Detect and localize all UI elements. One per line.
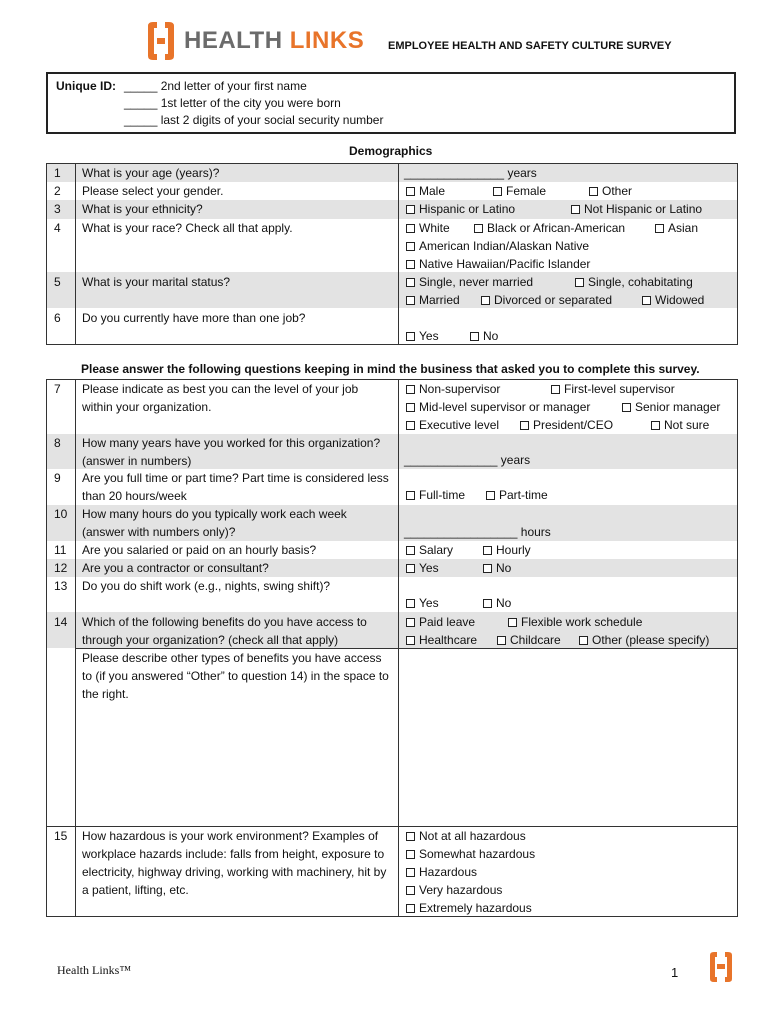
hazard-option-hazardous[interactable]: Hazardous [406,863,477,881]
footer-brand: Health Links™ [57,963,132,977]
checkbox-icon [486,491,495,500]
checkbox-icon [406,332,415,341]
job-level-option-president[interactable]: President/CEO [520,416,613,434]
question-number: 11 [54,543,67,557]
checkbox-icon [474,224,483,233]
checkbox-icon [575,278,584,287]
survey-title: EMPLOYEE HEALTH AND SAFETY CULTURE SURVEY [388,40,672,52]
checkbox-icon [571,205,580,214]
hazard-option-not-at-all[interactable]: Not at all hazardous [406,827,526,845]
checkbox-icon [406,599,415,608]
checkbox-icon [551,385,560,394]
race-option-white[interactable]: White [406,219,450,237]
checkbox-icon [406,491,415,500]
question-number: 7 [54,382,61,396]
checkbox-icon [651,421,660,430]
question-text: What is your marital status? [82,275,231,289]
checkbox-icon [622,403,631,412]
question-row-7 [46,380,738,434]
question-row-14 [46,612,738,648]
question-row-4 [46,219,738,272]
checkbox-icon [642,296,651,305]
checkbox-icon [406,278,415,287]
question-text: Do you do shift work (e.g., nights, swing shift)? [82,579,331,593]
row-divider [75,648,738,649]
checkbox-icon [406,421,415,430]
gender-option-female[interactable]: Female [493,182,546,200]
years-worked-input[interactable]: ______________ years [404,453,531,467]
pay-option-hourly[interactable]: Hourly [483,541,531,559]
unique-id-label: Unique ID: [56,79,116,93]
question-number: 3 [54,202,61,216]
checkbox-icon [406,205,415,214]
table-border-left [46,163,47,344]
question-number: 13 [54,579,68,593]
multiple-jobs-option-no[interactable]: No [470,327,498,345]
benefit-option-healthcare[interactable]: Healthcare [406,631,477,649]
question-row-15 [46,827,738,916]
employment-option-part-time[interactable]: Part-time [486,486,548,504]
checkbox-icon [508,618,517,627]
table-border-right [737,163,738,344]
brand-health-text: HEALTH [184,27,283,54]
question-row-14b [46,648,738,826]
checkbox-icon [406,636,415,645]
checkbox-icon [406,296,415,305]
shift-work-option-yes[interactable]: Yes [406,594,439,612]
question-text: How hazardous is your work environment? Examples of workplace hazards include: falls from height, exposure to electricity, highway driving, working with machinery, hit by a patient, lifting, etc. [82,829,387,897]
checkbox-icon [406,886,415,895]
marital-option-divorced[interactable]: Divorced or separated [481,291,612,309]
health-links-logo-icon [144,20,178,62]
question-number: 12 [54,561,68,575]
job-level-option-not-sure[interactable]: Not sure [651,416,709,434]
question-row-11 [46,541,738,559]
question-text: Are you salaried or paid on an hourly basis? [82,543,317,557]
marital-option-single-never[interactable]: Single, never married [406,273,533,291]
question-number: 15 [54,829,68,843]
unique-id-line-3[interactable]: _____ last 2 digits of your social security number [124,113,384,127]
table-divider [398,379,399,917]
checkbox-icon [655,224,664,233]
question-text: How many years have you worked for this organization? (answer in numbers) [82,436,381,468]
checkbox-icon [493,187,502,196]
ethnicity-option-not-hispanic[interactable]: Not Hispanic or Latino [571,200,702,218]
health-links-logo [144,20,364,62]
table-border-bottom [46,344,738,345]
ethnicity-option-hispanic[interactable]: Hispanic or Latino [406,200,515,218]
question-number: 4 [54,221,61,235]
checkbox-icon [406,618,415,627]
multiple-jobs-option-yes[interactable]: Yes [406,327,439,345]
question-number: 6 [54,311,61,325]
checkbox-icon [406,187,415,196]
checkbox-icon [589,187,598,196]
page-number: 1 [671,965,679,980]
question-number: 2 [54,184,61,198]
employment-option-full-time[interactable]: Full-time [406,486,465,504]
contractor-option-no[interactable]: No [483,559,511,577]
checkbox-icon [406,904,415,913]
question-row-3 [46,200,738,219]
job-level-option-senior-manager[interactable]: Senior manager [622,398,720,416]
question-row-5 [46,272,738,308]
race-option-black[interactable]: Black or African-American [474,219,625,237]
job-level-option-first-level[interactable]: First-level supervisor [551,380,675,398]
question-text: How many hours do you typically work each week (answer with numbers only)? [82,507,347,539]
table-divider [398,163,399,344]
question-text: Are you full time or part time? Part time is considered less than 20 hours/week [82,471,389,503]
checkbox-icon [481,296,490,305]
marital-option-married[interactable]: Married [406,291,460,309]
checkbox-icon [406,242,415,251]
question-number: 8 [54,436,61,450]
benefit-option-other[interactable]: Other (please specify) [579,631,709,649]
checkbox-icon [579,636,588,645]
hazard-option-very[interactable]: Very hazardous [406,881,502,899]
checkbox-icon [406,260,415,269]
checkbox-icon [406,546,415,555]
checkbox-icon [406,850,415,859]
pay-option-salary[interactable]: Salary [406,541,453,559]
checkbox-icon [497,636,506,645]
question-number: 5 [54,275,61,289]
demographics-title: Demographics [349,144,433,158]
question-row-8 [46,434,738,469]
checkbox-icon [483,546,492,555]
table-divider [75,163,76,344]
question-text: Which of the following benefits do you have access to through your organization? (check all that apply) [82,615,367,647]
checkbox-icon [520,421,529,430]
gender-option-other[interactable]: Other [589,182,632,200]
question-text: What is your ethnicity? [82,202,203,216]
business-section-title: Please answer the following questions keeping in mind the business that asked you to complete this survey. [81,362,700,376]
question-text: Please describe other types of benefits you have access to (if you answered “Other” to question 14) in the space to the right. [82,651,389,701]
question-row-1 [46,164,738,182]
table-border-bottom [46,916,738,917]
age-input[interactable]: _______________ years [404,166,537,180]
benefit-option-paid-leave[interactable]: Paid leave [406,613,475,631]
benefit-option-flexible-schedule[interactable]: Flexible work schedule [508,613,642,631]
hazard-option-somewhat[interactable]: Somewhat hazardous [406,845,535,863]
question-text: What is your race? Check all that apply. [82,221,293,235]
other-benefits-textarea[interactable] [399,649,737,825]
contractor-option-yes[interactable]: Yes [406,559,439,577]
race-option-asian[interactable]: Asian [655,219,698,237]
table-border-left [46,379,47,917]
unique-id-line-2[interactable]: _____ 1st letter of the city you were born [124,96,341,110]
checkbox-icon [406,403,415,412]
race-option-american-indian[interactable]: American Indian/Alaskan Native [406,237,589,255]
question-text: Do you currently have more than one job? [82,311,306,325]
brand-links-text: LINKS [289,27,365,54]
question-row-12 [46,559,738,577]
benefit-option-childcare[interactable]: Childcare [497,631,561,649]
checkbox-icon [406,224,415,233]
checkbox-icon [406,385,415,394]
unique-id-box [46,72,736,134]
unique-id-line-1[interactable]: _____ 2nd letter of your first name [124,79,307,93]
checkbox-icon [406,564,415,573]
question-row-10 [46,505,738,541]
question-text: Please select your gender. [82,184,224,198]
question-row-2 [46,182,738,200]
hours-per-week-input[interactable]: _________________ hours [404,525,551,539]
health-links-footer-icon [707,950,735,984]
marital-option-widowed[interactable]: Widowed [642,291,704,309]
marital-option-single-cohabitating[interactable]: Single, cohabitating [575,273,693,291]
checkbox-icon [406,868,415,877]
question-text: Please indicate as best you can the level of your job within your organization. [82,382,359,414]
question-number: 9 [54,471,61,485]
question-row-6 [46,308,738,344]
job-level-option-mid-level[interactable]: Mid-level supervisor or manager [406,398,590,416]
checkbox-icon [406,832,415,841]
question-row-9 [46,469,738,505]
checkbox-icon [483,599,492,608]
question-text: Are you a contractor or consultant? [82,561,269,575]
question-number: 1 [54,166,61,180]
checkbox-icon [470,332,479,341]
table-divider [75,379,76,917]
job-level-option-executive[interactable]: Executive level [406,416,499,434]
gender-option-male[interactable]: Male [406,182,445,200]
job-level-option-non-supervisor[interactable]: Non-supervisor [406,380,500,398]
checkbox-icon [483,564,492,573]
hazard-option-extremely[interactable]: Extremely hazardous [406,899,532,917]
question-number: 14 [54,615,68,629]
table-border-right [737,379,738,917]
race-option-native-hawaiian[interactable]: Native Hawaiian/Pacific Islander [406,255,590,273]
question-text: What is your age (years)? [82,166,220,180]
question-number: 10 [54,507,68,521]
question-row-13 [46,577,738,612]
shift-work-option-no[interactable]: No [483,594,511,612]
